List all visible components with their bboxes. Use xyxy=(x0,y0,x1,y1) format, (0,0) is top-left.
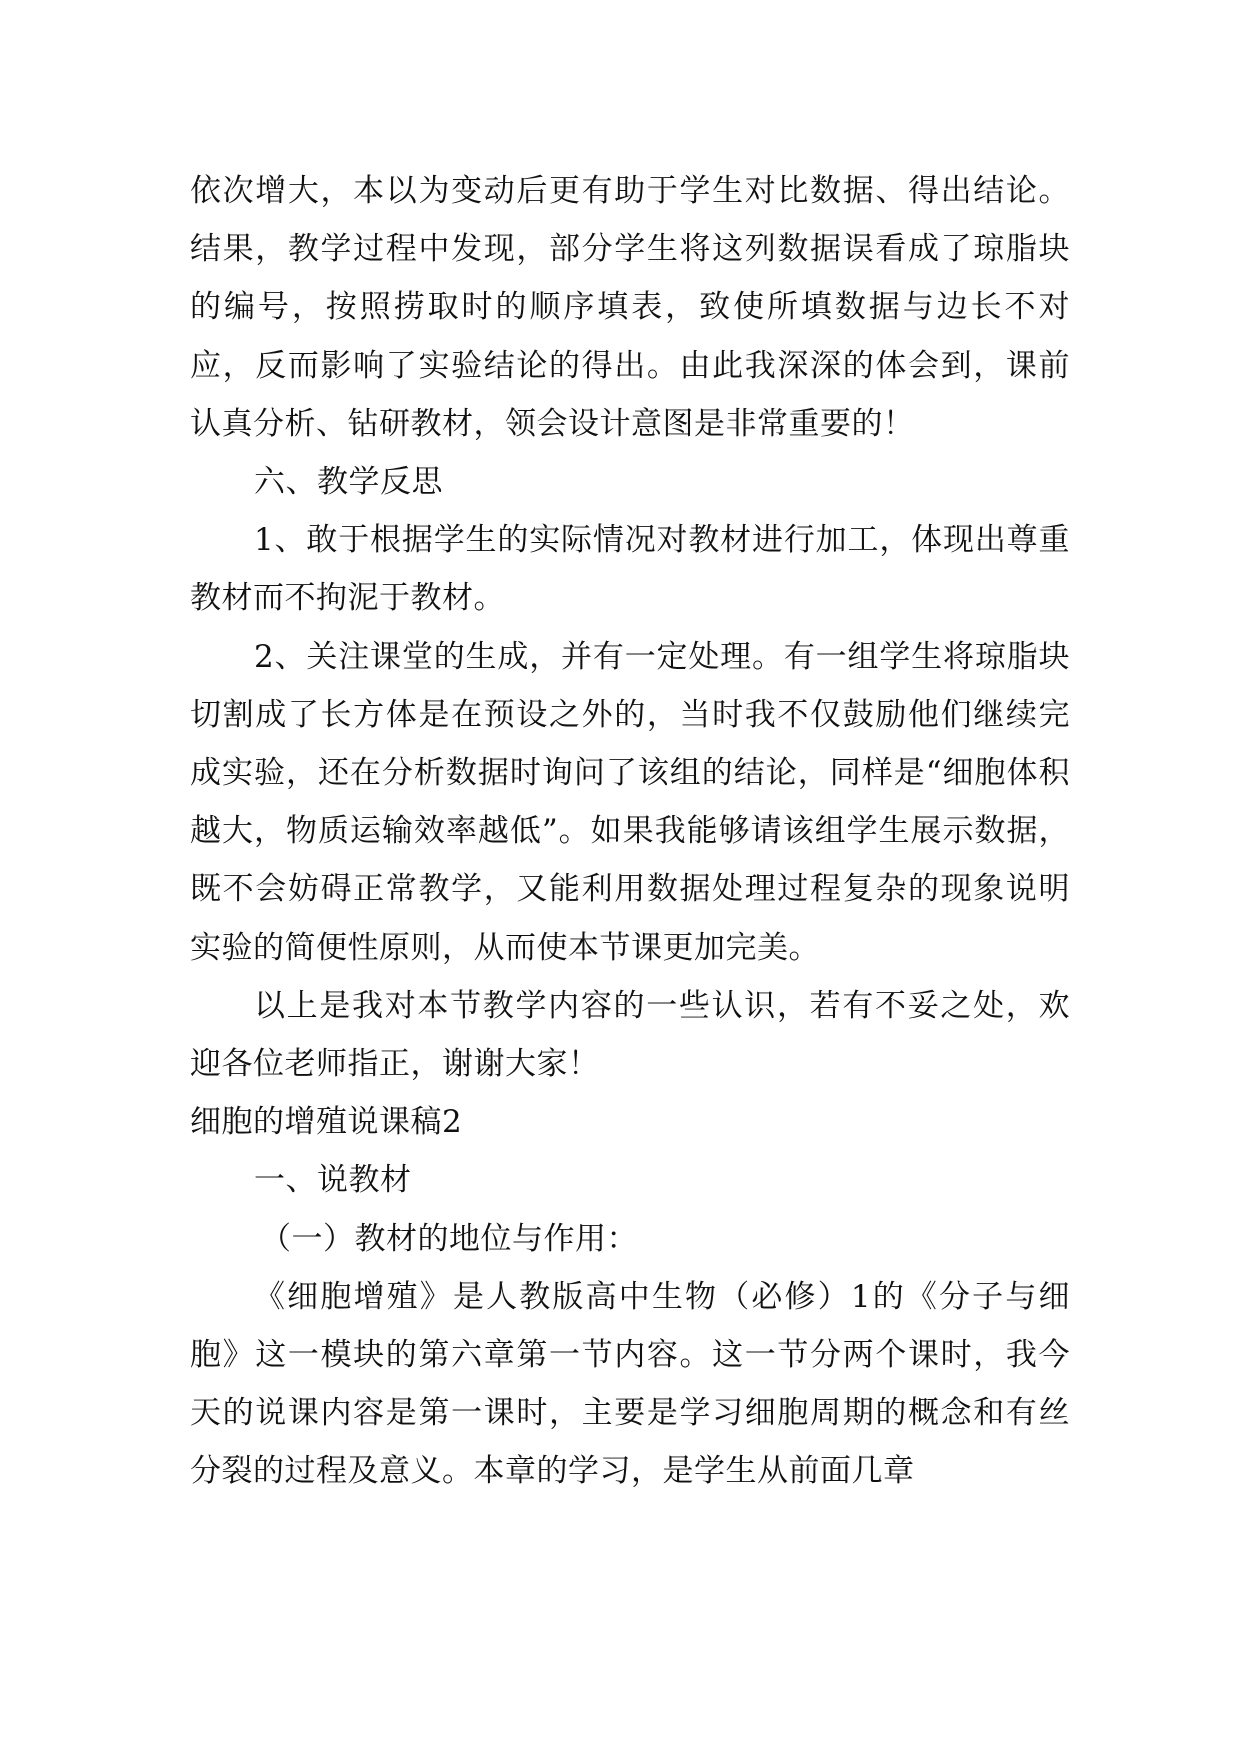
section-heading-teaching-reflection: 六、教学反思 xyxy=(254,464,443,501)
paragraph-reflection-1: 1、敢于根据学生的实际情况对教材进行加工，体现出尊重教材而不拘泥于教材。 xyxy=(190,522,1070,617)
document-title: 细胞的增殖说课稿2 xyxy=(190,1104,463,1141)
subsection-heading-role: （一）教材的地位与作用： xyxy=(260,1220,638,1257)
paragraph-textbook-intro: 《细胞增殖》是人教版高中生物（必修）1的《分子与细胞》这一模块的第六章第一节内容。这一节分两个课时，我今天的说课内容是第一课时，主要是学习细胞周期的概念和有丝分裂的过程及意义。本章的学习，是学生从前面几章 xyxy=(190,1278,1070,1490)
document-body xyxy=(190,162,1070,1501)
paragraph-closing: 以上是我对本节教学内容的一些认识，若有不妥之处，欢迎各位老师指正，谢谢大家！ xyxy=(190,987,1070,1083)
section-heading-textbook: 一、说教材 xyxy=(254,1162,412,1199)
paragraph-continued: 依次增大，本以为变动后更有助于学生对比数据、得出结论。结果，教学过程中发现，部分学生将这列数据误看成了琼脂块的编号，按照捞取时的顺序填表，致使所填数据与边长不对应，反而影响了实验结论的得出。由此我深深的体会到，课前认真分析、钻研教材，领会设计意图是非常重要的！ xyxy=(190,173,1070,442)
paragraph-reflection-2: 2、关注课堂的生成，并有一定处理。有一组学生将琼脂块切割成了长方体是在预设之外的，当时我不仅鼓励他们继续完成实验，还在分析数据时询问了该组的结论，同样是“细胞体积越大，物质运输效率越低”。如果我能够请该组学生展示数据，既不会妨碍正常教学，又能利用数据处理过程复杂的现象说明实验的简便性原则，从而使本节课更加完美。 xyxy=(190,638,1070,966)
